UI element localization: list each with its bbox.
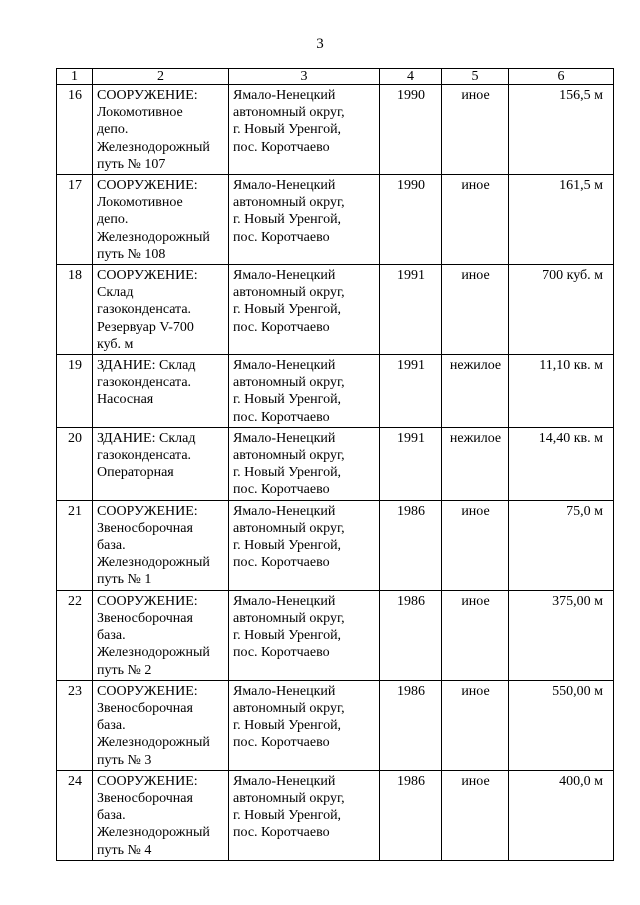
- object-name: СООРУЖЕНИЕ: Звеносборочная база. Железнодорожный путь № 1: [93, 500, 229, 590]
- column-number-row: [57, 69, 614, 85]
- object-address: Ямало-Ненецкий автономный округ, г. Новый Уренгой, пос. Коротчаево: [229, 265, 380, 355]
- object-size: 550,00 м: [509, 680, 614, 770]
- row-number: 21: [57, 500, 93, 590]
- object-name: СООРУЖЕНИЕ: Звеносборочная база. Железнодорожный путь № 3: [93, 680, 229, 770]
- commission-year: 1986: [380, 680, 442, 770]
- object-address: Ямало-Ненецкий автономный округ, г. Новый Уренгой, пос. Коротчаево: [229, 175, 380, 265]
- object-purpose: нежилое: [442, 355, 509, 428]
- object-purpose: иное: [442, 590, 509, 680]
- object-purpose: иное: [442, 175, 509, 265]
- row-number: 18: [57, 265, 93, 355]
- object-purpose: иное: [442, 680, 509, 770]
- object-name: СООРУЖЕНИЕ: Звеносборочная база. Железнодорожный путь № 2: [93, 590, 229, 680]
- row-number: 22: [57, 590, 93, 680]
- table-row: [57, 355, 614, 428]
- table-row: [57, 85, 614, 175]
- object-name: СООРУЖЕНИЕ: Склад газоконденсата. Резервуар V-700 куб. м: [93, 265, 229, 355]
- object-size: 375,00 м: [509, 590, 614, 680]
- table-row: [57, 265, 614, 355]
- object-address: Ямало-Ненецкий автономный округ, г. Новый Уренгой, пос. Коротчаево: [229, 680, 380, 770]
- row-number: 23: [57, 680, 93, 770]
- object-address: Ямало-Ненецкий автономный округ, г. Новый Уренгой, пос. Коротчаево: [229, 355, 380, 428]
- object-size: 14,40 кв. м: [509, 427, 614, 500]
- row-number: 24: [57, 770, 93, 860]
- object-size: 75,0 м: [509, 500, 614, 590]
- row-number: 17: [57, 175, 93, 265]
- row-number: 20: [57, 427, 93, 500]
- commission-year: 1986: [380, 500, 442, 590]
- table-row: [57, 175, 614, 265]
- object-size: 700 куб. м: [509, 265, 614, 355]
- column-number-header: 2: [93, 69, 229, 85]
- object-name: ЗДАНИЕ: Склад газоконденсата. Насосная: [93, 355, 229, 428]
- commission-year: 1991: [380, 427, 442, 500]
- object-purpose: иное: [442, 770, 509, 860]
- object-purpose: иное: [442, 500, 509, 590]
- object-purpose: иное: [442, 85, 509, 175]
- commission-year: 1991: [380, 265, 442, 355]
- object-name: СООРУЖЕНИЕ: Звеносборочная база. Железнодорожный путь № 4: [93, 770, 229, 860]
- row-number: 19: [57, 355, 93, 428]
- commission-year: 1990: [380, 85, 442, 175]
- row-number: 16: [57, 85, 93, 175]
- object-address: Ямало-Ненецкий автономный округ, г. Новый Уренгой, пос. Коротчаево: [229, 427, 380, 500]
- object-address: Ямало-Ненецкий автономный округ, г. Новый Уренгой, пос. Коротчаево: [229, 85, 380, 175]
- object-name: СООРУЖЕНИЕ: Локомотивное депо. Железнодорожный путь № 107: [93, 85, 229, 175]
- object-purpose: нежилое: [442, 427, 509, 500]
- object-address: Ямало-Ненецкий автономный округ, г. Новый Уренгой, пос. Коротчаево: [229, 770, 380, 860]
- table-row: [57, 500, 614, 590]
- object-size: 400,0 м: [509, 770, 614, 860]
- object-address: Ямало-Ненецкий автономный округ, г. Новый Уренгой, пос. Коротчаево: [229, 590, 380, 680]
- object-purpose: иное: [442, 265, 509, 355]
- property-registry-table: [56, 68, 614, 861]
- table-row: [57, 590, 614, 680]
- commission-year: 1990: [380, 175, 442, 265]
- commission-year: 1991: [380, 355, 442, 428]
- column-number-header: 3: [229, 69, 380, 85]
- commission-year: 1986: [380, 770, 442, 860]
- table-row: [57, 680, 614, 770]
- object-address: Ямало-Ненецкий автономный округ, г. Новый Уренгой, пос. Коротчаево: [229, 500, 380, 590]
- column-number-header: 5: [442, 69, 509, 85]
- object-size: 161,5 м: [509, 175, 614, 265]
- column-number-header: 6: [509, 69, 614, 85]
- object-size: 11,10 кв. м: [509, 355, 614, 428]
- column-number-header: 4: [380, 69, 442, 85]
- object-name: ЗДАНИЕ: Склад газоконденсата. Операторная: [93, 427, 229, 500]
- column-number-header: 1: [57, 69, 93, 85]
- commission-year: 1986: [380, 590, 442, 680]
- object-size: 156,5 м: [509, 85, 614, 175]
- page-number: 3: [316, 36, 324, 52]
- table-row: [57, 427, 614, 500]
- object-name: СООРУЖЕНИЕ: Локомотивное депо. Железнодорожный путь № 108: [93, 175, 229, 265]
- table-row: [57, 770, 614, 860]
